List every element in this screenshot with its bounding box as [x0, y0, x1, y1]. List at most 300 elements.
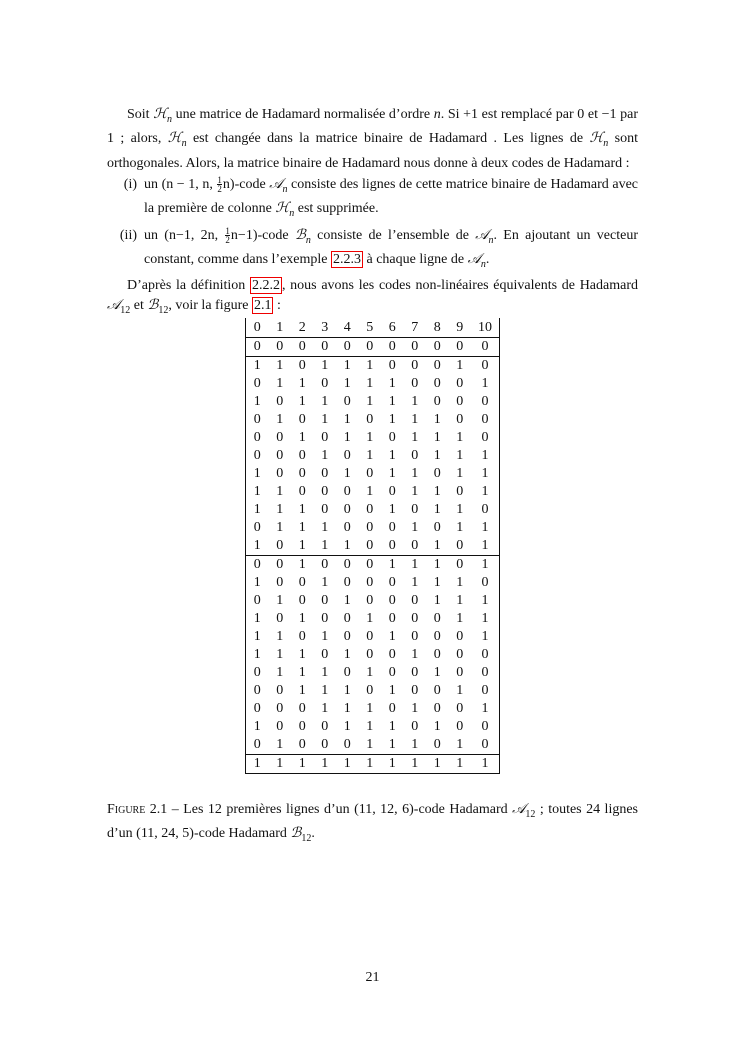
table-cell: 1 [471, 628, 500, 646]
table-cell: 1 [471, 610, 500, 628]
table-cell: 1 [343, 593, 351, 608]
table-cell: 0 [246, 338, 269, 357]
table-cell: 1 [411, 412, 419, 427]
table-cell: 0 [381, 338, 404, 357]
table-cell: 1 [321, 629, 329, 644]
column-header: 9 [449, 318, 472, 338]
table-cell: 1 [291, 755, 314, 774]
table-cell: 1 [336, 755, 359, 774]
table-cell: 0 [246, 682, 269, 700]
table-cell: 1 [321, 448, 329, 463]
table-cell: 1 [269, 755, 292, 774]
table-cell: 1 [426, 755, 449, 774]
table-cell: 1 [388, 683, 396, 698]
table-cell: 0 [366, 629, 374, 644]
table-cell: 1 [471, 700, 500, 718]
table-cell: 0 [411, 358, 419, 373]
table-cell: 0 [433, 611, 441, 626]
table-cell: 0 [276, 430, 284, 445]
table-cell: 1 [366, 448, 374, 463]
table-cell: 1 [433, 719, 441, 734]
table-cell: 1 [456, 520, 464, 535]
table-cell: 0 [321, 484, 329, 499]
table-cell: 1 [276, 412, 284, 427]
table-cell: 1 [298, 502, 306, 517]
paragraph-definition: D’après la définition 2.2.2 , nous avons les codes non-linéaires équivalents de Hadamard 𝒜$_{12}$ et ℬ$_{12}$, voir la figure 2.1 : [107, 278, 638, 316]
table-cell: 0 [298, 466, 306, 481]
table-cell: 0 [298, 719, 306, 734]
table-cell: 0 [433, 701, 441, 716]
table-cell: 1 [298, 665, 306, 680]
table-cell: 1 [246, 357, 269, 376]
table-cell: 1 [456, 593, 464, 608]
table-cell: 0 [456, 629, 464, 644]
table-cell: 0 [276, 683, 284, 698]
list-item-i: (i) un (n − 1, n, $\frac{1}{2}$ n)-code 𝒜$_n$ consiste des lignes de cette matrice binaire de Hadamard avec la première de colonne ℋ$_n$ est supprimée. [123, 175, 639, 220]
table-cell: 1 [321, 575, 329, 590]
table-cell: 1 [321, 683, 329, 698]
table-cell: 1 [343, 701, 351, 716]
column-header: 0 [246, 318, 269, 338]
table-cell: 0 [276, 575, 284, 590]
table-cell: 1 [336, 537, 359, 556]
table-cell: 1 [366, 430, 374, 445]
table-cell: 0 [388, 701, 396, 716]
table-cell: 0 [366, 466, 374, 481]
table-cell: 0 [388, 520, 396, 535]
table-cell: 1 [433, 430, 441, 445]
table-cell: 1 [411, 484, 419, 499]
table-cell: 1 [388, 466, 396, 481]
table-cell: 0 [366, 575, 374, 590]
column-header: 4 [336, 318, 359, 338]
table-cell: 1 [298, 394, 306, 409]
column-header: 1 [269, 318, 292, 338]
table-cell: 1 [456, 502, 464, 517]
table-cell: 1 [411, 647, 419, 662]
table-cell: 0 [433, 629, 441, 644]
table-body [246, 338, 500, 774]
table-cell: 0 [359, 338, 382, 357]
table-row [246, 628, 500, 646]
table-cell: 1 [433, 575, 441, 590]
table-row [246, 736, 500, 755]
table-cell: 1 [366, 611, 374, 626]
table-row [246, 610, 500, 628]
table-cell: 0 [456, 376, 464, 391]
table-cell: 0 [366, 647, 374, 662]
table-header-row [246, 318, 500, 338]
table-row [246, 483, 500, 501]
table-cell: 0 [471, 682, 500, 700]
table-cell: 0 [433, 394, 441, 409]
table-cell: 1 [298, 520, 306, 535]
table-cell: 0 [343, 665, 351, 680]
table-cell: 0 [343, 557, 351, 572]
table-cell: 0 [246, 664, 269, 682]
table-cell: 0 [366, 683, 374, 698]
table-cell: 0 [388, 358, 396, 373]
table-cell: 0 [456, 484, 464, 499]
table-row [246, 574, 500, 592]
table-cell: 0 [456, 557, 464, 572]
table-cell: 1 [276, 376, 284, 391]
table-cell: 0 [246, 411, 269, 429]
table-cell: 0 [411, 502, 419, 517]
table-cell: 1 [366, 665, 374, 680]
table-cell: 0 [433, 358, 441, 373]
table-cell: 0 [276, 557, 284, 572]
table-cell: 1 [471, 519, 500, 537]
table-cell: 1 [433, 448, 441, 463]
code-list [107, 175, 638, 274]
table-cell: 1 [456, 466, 464, 481]
table-cell: 0 [471, 664, 500, 682]
table-cell: 1 [433, 593, 441, 608]
table-cell: 0 [298, 484, 306, 499]
table-cell: 0 [276, 611, 284, 626]
table-cell: 1 [246, 574, 269, 592]
table-cell: 0 [433, 466, 441, 481]
table-cell: 1 [343, 719, 351, 734]
table-cell: 1 [433, 557, 441, 572]
table-cell: 1 [276, 647, 284, 662]
table-cell: 1 [388, 412, 396, 427]
table-row [246, 429, 500, 447]
table-cell: 0 [388, 647, 396, 662]
table-cell: 0 [388, 484, 396, 499]
table-cell: 0 [456, 701, 464, 716]
table-cell: 1 [321, 520, 329, 535]
table-cell: 0 [343, 484, 351, 499]
table-cell: 1 [366, 394, 374, 409]
table-cell: 1 [246, 646, 269, 664]
table-cell: 0 [471, 718, 500, 736]
column-header: 2 [291, 318, 314, 338]
table-cell: 0 [343, 448, 351, 463]
table-cell: 0 [291, 338, 314, 357]
table-cell: 0 [298, 629, 306, 644]
table-cell: 1 [456, 611, 464, 626]
table-cell: 0 [411, 665, 419, 680]
table-cell: 1 [366, 701, 374, 716]
table-cell: 0 [426, 736, 449, 755]
table-cell: 1 [411, 575, 419, 590]
table-row [246, 411, 500, 429]
table-cell: 1 [456, 358, 464, 373]
table-cell: 0 [404, 537, 427, 556]
table-cell: 0 [276, 466, 284, 481]
table-cell: 0 [471, 574, 500, 592]
table-row [246, 556, 500, 575]
table-cell: 0 [321, 611, 329, 626]
table-cell: 1 [381, 755, 404, 774]
table-cell: 0 [269, 338, 292, 357]
table-cell: 1 [411, 701, 419, 716]
table-cell: 1 [298, 557, 306, 572]
table-row [246, 537, 500, 556]
table-cell: 1 [359, 755, 382, 774]
table-cell: 0 [336, 736, 359, 755]
table-cell: 1 [411, 394, 419, 409]
table-cell: 1 [298, 647, 306, 662]
table-cell: 1 [246, 465, 269, 483]
table-row [246, 755, 500, 774]
list-item-ii: (ii) un (n−1, 2n, $\frac{1}{2}$ n−1)-code ℬ$_n$ consiste de l’ensemble de 𝒜$_n$. En ajoutant un vecteur constant, comme dans l’exemple 2.2.3 à chaque ligne de 𝒜$_n$. [119, 225, 639, 270]
table-row [246, 357, 500, 376]
table-cell: 1 [456, 430, 464, 445]
table-row [246, 592, 500, 610]
column-header: 7 [404, 318, 427, 338]
table-cell: 0 [411, 611, 419, 626]
table-cell: 0 [471, 429, 500, 447]
table-cell: 0 [246, 429, 269, 447]
table-cell: 1 [388, 376, 396, 391]
table-cell: 0 [426, 338, 449, 357]
table-cell: 1 [343, 376, 351, 391]
table-cell: 0 [456, 719, 464, 734]
table-cell: 0 [471, 736, 500, 755]
table-cell: 0 [276, 394, 284, 409]
table-cell: 0 [298, 448, 306, 463]
table-cell: 0 [411, 719, 419, 734]
table-cell: 0 [471, 357, 500, 376]
table-cell: 0 [404, 338, 427, 357]
table-cell: 0 [471, 338, 500, 357]
table-cell: 1 [471, 537, 500, 556]
table-cell: 0 [246, 375, 269, 393]
table-cell: 1 [388, 448, 396, 463]
table-cell: 0 [336, 338, 359, 357]
table-cell: 1 [343, 466, 351, 481]
table-cell: 0 [321, 430, 329, 445]
table-cell: 0 [314, 736, 337, 755]
table-cell: 0 [291, 736, 314, 755]
column-header: 6 [381, 318, 404, 338]
table-cell: 0 [314, 338, 337, 357]
table-cell: 0 [298, 412, 306, 427]
table-cell: 1 [388, 719, 396, 734]
table-cell: 0 [321, 466, 329, 481]
table-cell: 0 [276, 701, 284, 716]
table-cell: 0 [456, 394, 464, 409]
table-row [246, 664, 500, 682]
table-cell: 1 [321, 358, 329, 373]
table-cell: 1 [246, 483, 269, 501]
table-row [246, 465, 500, 483]
column-header: 8 [426, 318, 449, 338]
table-row [246, 338, 500, 357]
table-cell: 0 [433, 520, 441, 535]
table-cell: 1 [456, 683, 464, 698]
table-row [246, 700, 500, 718]
table-cell: 0 [343, 520, 351, 535]
table-cell: 0 [343, 611, 351, 626]
table-cell: 1 [276, 358, 284, 373]
table-cell: 1 [471, 375, 500, 393]
main-text [107, 105, 638, 320]
table-cell: 0 [433, 376, 441, 391]
table-cell: 1 [388, 629, 396, 644]
table-cell: 1 [298, 376, 306, 391]
table-cell: 0 [449, 338, 472, 357]
table-cell: 1 [388, 394, 396, 409]
table-cell: 1 [314, 755, 337, 774]
table-cell: 1 [276, 629, 284, 644]
table-cell: 0 [456, 665, 464, 680]
table-cell: 1 [343, 430, 351, 445]
page-number: 21 [365, 970, 380, 985]
table-cell: 1 [276, 484, 284, 499]
table-cell: 1 [433, 484, 441, 499]
table-cell: 0 [366, 520, 374, 535]
table-cell: 0 [246, 592, 269, 610]
table-cell: 1 [456, 448, 464, 463]
table-cell: 0 [321, 719, 329, 734]
table-cell: 1 [471, 755, 500, 774]
table-cell: 0 [411, 376, 419, 391]
column-header: 10 [471, 318, 500, 338]
table-cell: 0 [343, 502, 351, 517]
figure-caption: Figure 2.1 – Les 12 premières lignes d’un (11, 12, 6)-code Hadamard 𝒜$_{12}$ ; toutes 24 lignes d’un (11, 24, 5)-code Hadamard ℬ$_{12}$. [107, 802, 638, 845]
column-header: 3 [314, 318, 337, 338]
table-cell: 1 [433, 665, 441, 680]
table-cell: 0 [276, 448, 284, 463]
table-cell: 0 [276, 719, 284, 734]
table-cell: 0 [366, 557, 374, 572]
table-cell: 1 [298, 611, 306, 626]
table-cell: 1 [411, 557, 419, 572]
table-cell: 1 [411, 430, 419, 445]
table-cell: 0 [269, 537, 292, 556]
table-row [246, 519, 500, 537]
table-cell: 0 [381, 537, 404, 556]
table-cell: 1 [246, 537, 269, 556]
table-cell: 0 [471, 501, 500, 519]
table-cell: 1 [388, 502, 396, 517]
table-cell: 0 [246, 700, 269, 718]
table-cell: 1 [276, 665, 284, 680]
table-cell: 0 [246, 736, 269, 755]
table-cell: 1 [433, 502, 441, 517]
ref-link-2-2-3[interactable]: 2.2.3 [333, 251, 361, 267]
table-cell: 0 [343, 575, 351, 590]
table-row [246, 718, 500, 736]
table-row [246, 501, 500, 519]
table-cell: 0 [359, 537, 382, 556]
table-cell: 0 [433, 647, 441, 662]
column-header: 5 [359, 318, 382, 338]
table-cell: 0 [388, 611, 396, 626]
table-cell: 1 [366, 358, 374, 373]
table-cell: 0 [298, 575, 306, 590]
hadamard-code-table [245, 318, 500, 774]
ref-link-figure-2-1[interactable]: 2.1 [253, 297, 272, 313]
table-cell: 1 [411, 466, 419, 481]
table-cell: 1 [343, 358, 351, 373]
table-cell: 0 [471, 411, 500, 429]
table-cell: 0 [343, 394, 351, 409]
table-cell: 1 [321, 701, 329, 716]
table-cell: 0 [433, 683, 441, 698]
table-cell: 1 [471, 592, 500, 610]
table-cell: 0 [321, 502, 329, 517]
table-cell: 0 [298, 358, 306, 373]
table-cell: 1 [314, 537, 337, 556]
table-cell: 0 [298, 593, 306, 608]
table-cell: 1 [343, 412, 351, 427]
table-cell: 0 [388, 665, 396, 680]
table-cell: 1 [471, 483, 500, 501]
table-cell: 1 [426, 537, 449, 556]
table-cell: 1 [449, 755, 472, 774]
table-cell: 0 [298, 701, 306, 716]
table-cell: 1 [321, 665, 329, 680]
table-cell: 1 [276, 593, 284, 608]
table-cell: 0 [449, 537, 472, 556]
table-cell: 0 [388, 430, 396, 445]
table-cell: 1 [433, 412, 441, 427]
table-cell: 1 [246, 718, 269, 736]
table-cell: 1 [269, 736, 292, 755]
table-row [246, 447, 500, 465]
table-cell: 0 [456, 647, 464, 662]
ref-link-2-2-2[interactable]: 2.2.2 [251, 278, 280, 294]
table-cell: 1 [404, 736, 427, 755]
table-cell: 0 [321, 557, 329, 572]
table-cell: 1 [246, 501, 269, 519]
table-cell: 0 [411, 629, 419, 644]
table-cell: 1 [381, 736, 404, 755]
table-cell: 0 [366, 593, 374, 608]
table-cell: 0 [366, 412, 374, 427]
table-cell: 1 [366, 719, 374, 734]
table-row [246, 393, 500, 411]
table-row [246, 646, 500, 664]
table-cell: 1 [291, 537, 314, 556]
table-cell: 0 [471, 393, 500, 411]
table-cell: 1 [471, 465, 500, 483]
table-cell: 1 [276, 520, 284, 535]
table-cell: 0 [246, 556, 269, 575]
table-cell: 0 [388, 593, 396, 608]
table-cell: 0 [411, 448, 419, 463]
table-cell: 1 [471, 556, 500, 575]
paragraph-intro: Soit ℋ$_n$ une matrice de Hadamard normalisée d’ordre n. Si +1 est remplacé par 0 et −1 par 1 ; alors, ℋ$_n$ est changée dans la matrice binaire de Hadamard . Les lignes de ℋ$_n$ sont orthogonales. Alors, la matrice binaire de Hadamard nous donne à deux codes de Hadamard : [107, 107, 639, 171]
table-row [246, 682, 500, 700]
table-cell: 0 [321, 647, 329, 662]
table-cell: 0 [343, 629, 351, 644]
table-cell: 1 [359, 736, 382, 755]
table-cell: 1 [449, 736, 472, 755]
table-cell: 0 [246, 447, 269, 465]
table-cell: 1 [246, 610, 269, 628]
table-cell: 0 [321, 593, 329, 608]
table-cell: 0 [411, 593, 419, 608]
table-cell: 1 [298, 430, 306, 445]
table-cell: 1 [366, 376, 374, 391]
table-cell: 0 [411, 683, 419, 698]
table-cell: 1 [388, 557, 396, 572]
table-cell: 1 [298, 683, 306, 698]
table-cell: 1 [404, 755, 427, 774]
table-cell: 0 [246, 519, 269, 537]
table-cell: 1 [456, 575, 464, 590]
table-row [246, 375, 500, 393]
table-cell: 1 [321, 394, 329, 409]
table-cell: 1 [246, 755, 269, 774]
table-cell: 1 [411, 520, 419, 535]
